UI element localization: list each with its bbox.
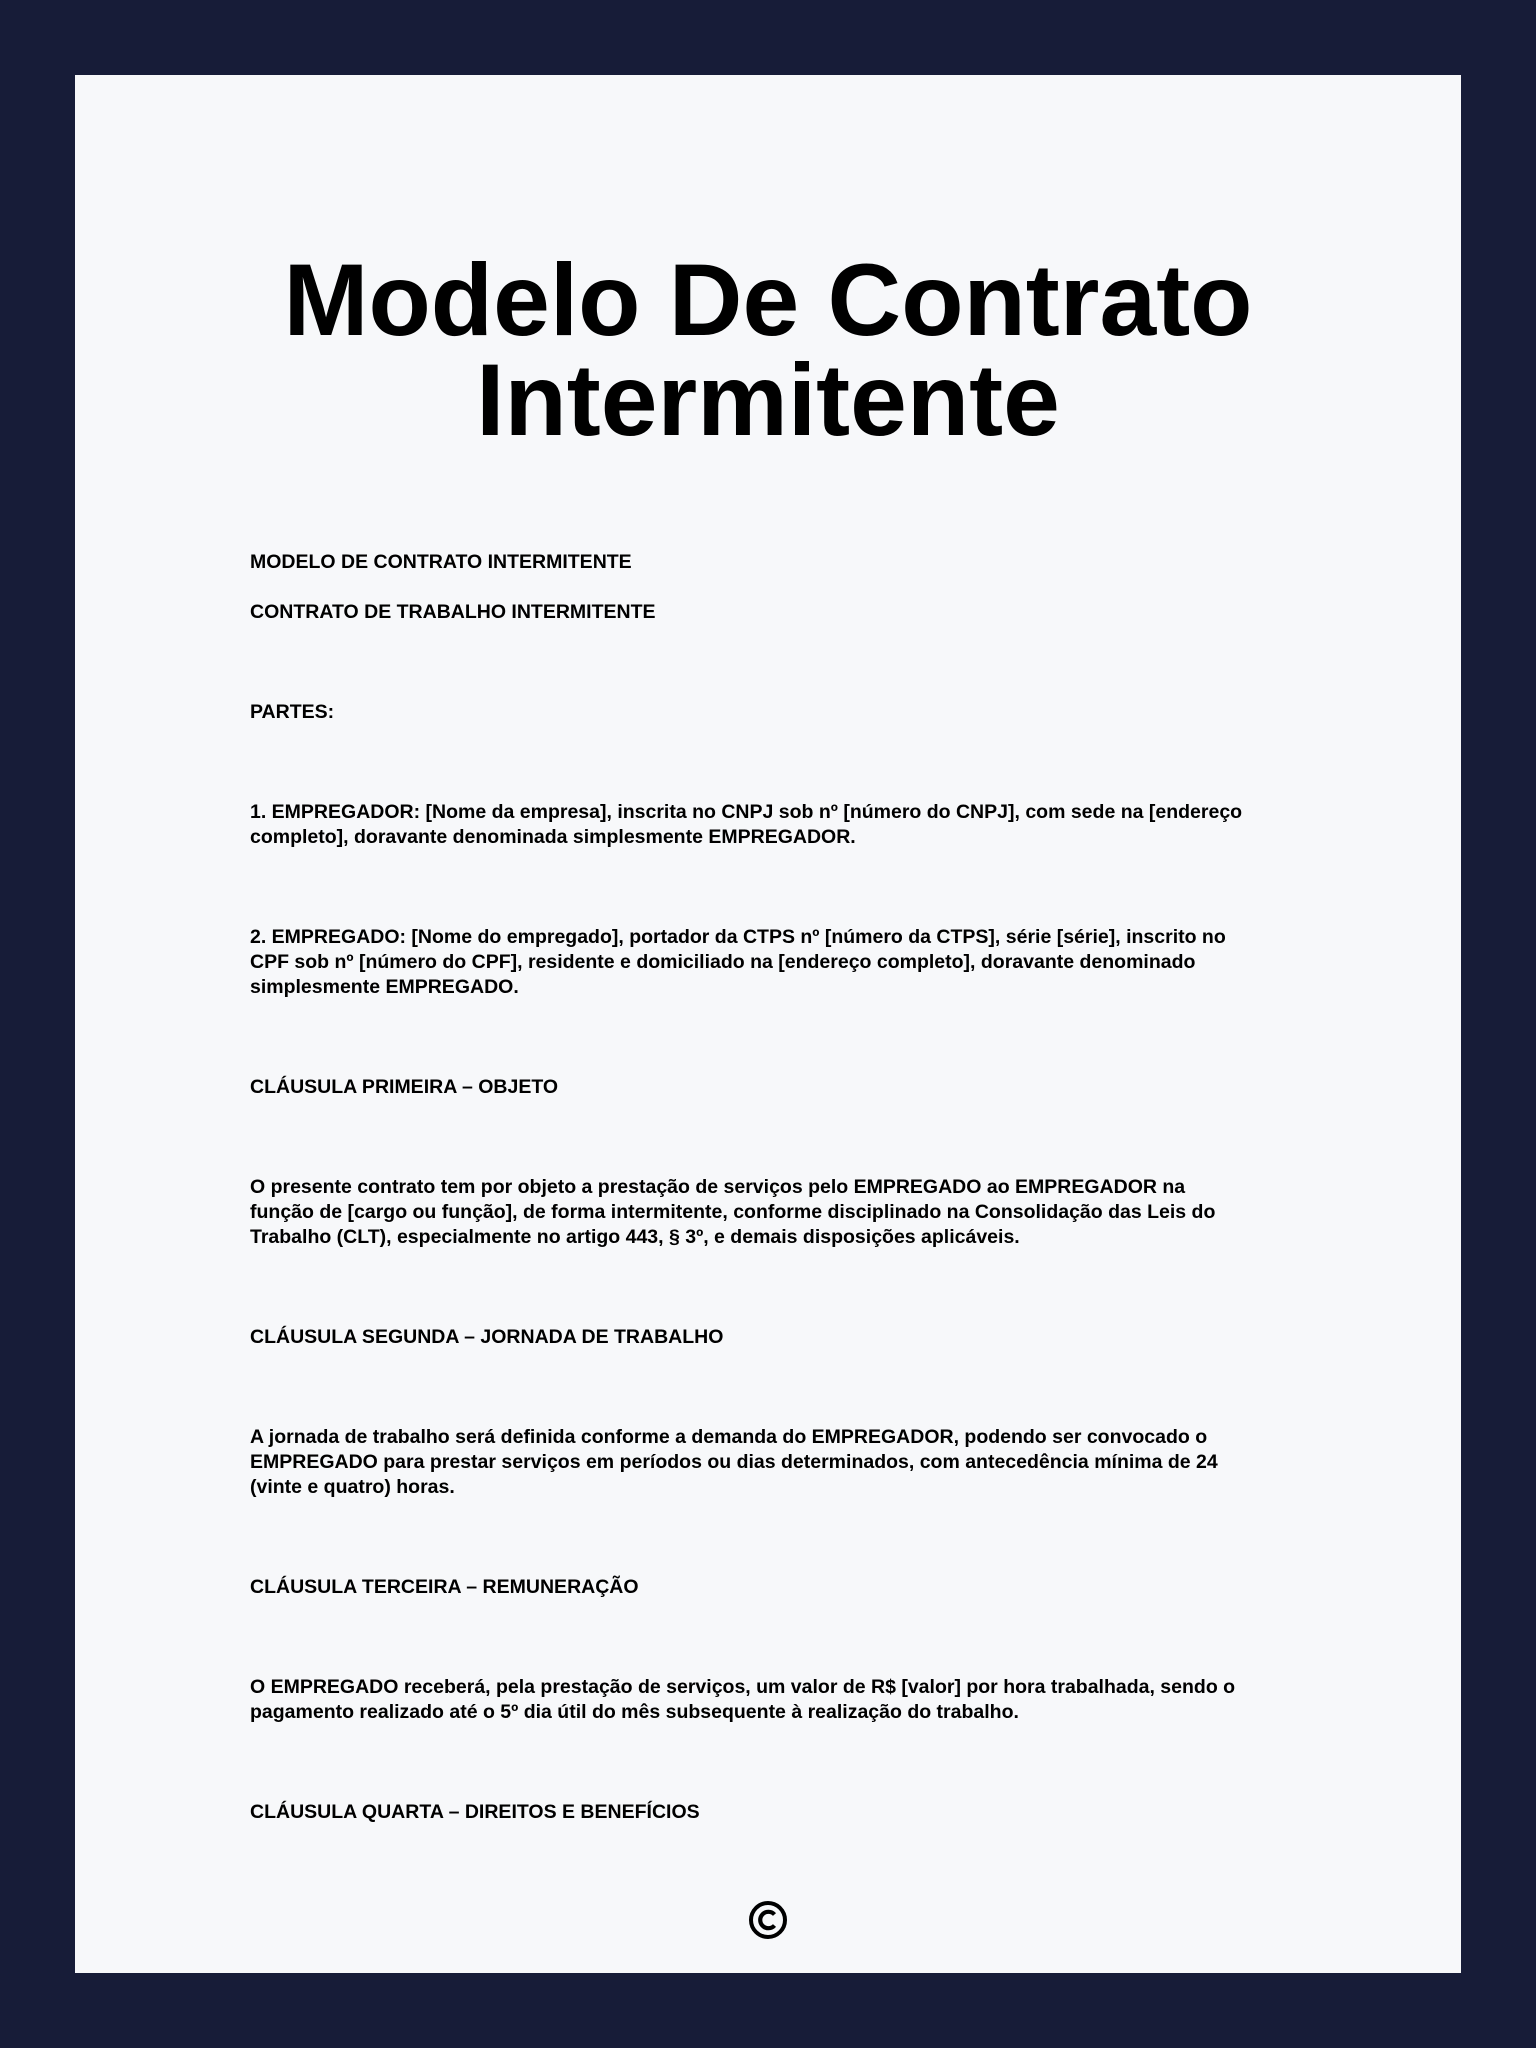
document-page xyxy=(75,75,1461,1973)
clause-2-paragraph xyxy=(250,1425,1350,1500)
copyright-icon xyxy=(748,1900,788,1940)
document-title xyxy=(75,243,1461,457)
title-line-2: Intermitente xyxy=(476,343,1060,457)
paragraph-line: O EMPREGADO receberá, pela prestação de serviços, um valor de R$ [valor] por hora trabalhada, sendo o xyxy=(250,1676,1236,1698)
clause-4-title: CLÁUSULA QUARTA – DIREITOS E BENEFÍCIOS xyxy=(250,1801,700,1823)
paragraph-line: CPF sob nº [número do CPF], residente e domiciliado na [endereço completo], doravante denominado xyxy=(250,951,1196,973)
clause-3-title: CLÁUSULA TERCEIRA – REMUNERAÇÃO xyxy=(250,1576,639,1598)
clause-2-title: CLÁUSULA SEGUNDA – JORNADA DE TRABALHO xyxy=(250,1326,724,1348)
paragraph-line: Trabalho (CLT), especialmente no artigo 443, § 3º, e demais disposições aplicáveis. xyxy=(250,1226,1020,1248)
paragraph-line: A jornada de trabalho será definida conforme a demanda do EMPREGADOR, podendo ser convocado o xyxy=(250,1426,1208,1448)
clause-3-paragraph xyxy=(250,1675,1350,1725)
parties-label: PARTES: xyxy=(250,701,335,723)
paragraph-line: 2. EMPREGADO: [Nome do empregado], portador da CTPS nº [número da CTPS], série [série], inscrito no xyxy=(250,926,1226,948)
copyright-footer xyxy=(75,1900,1461,1945)
paragraph-line: 1. EMPREGADOR: [Nome da empresa], inscrita no CNPJ sob nº [número do CNPJ], com sede na [endereço xyxy=(250,801,1243,823)
paragraph-line: pagamento realizado até o 5º dia útil do mês subsequente à realização do trabalho. xyxy=(250,1701,1019,1723)
clause-1-paragraph xyxy=(250,1175,1350,1250)
paragraph-line: função de [cargo ou função], de forma intermitente, conforme disciplinado na Consolidação das Leis do xyxy=(250,1201,1216,1223)
employer-paragraph xyxy=(250,800,1350,850)
paragraph-line: EMPREGADO para prestar serviços em períodos ou dias determinados, com antecedência mínima de 24 xyxy=(250,1451,1218,1473)
heading-model: MODELO DE CONTRATO INTERMITENTE xyxy=(250,551,632,573)
paragraph-line: (vinte e quatro) horas. xyxy=(250,1476,455,1498)
paragraph-line: completo], doravante denominada simplesmente EMPREGADOR. xyxy=(250,826,856,848)
employee-paragraph xyxy=(250,925,1350,1000)
clause-1-title: CLÁUSULA PRIMEIRA – OBJETO xyxy=(250,1076,559,1098)
paragraph-line: O presente contrato tem por objeto a prestação de serviços pelo EMPREGADO ao EMPREGADOR na xyxy=(250,1176,1186,1198)
heading-contract: CONTRATO DE TRABALHO INTERMITENTE xyxy=(250,601,656,623)
title-line-1: Modelo De Contrato xyxy=(283,243,1253,357)
paragraph-line: simplesmente EMPREGADO. xyxy=(250,976,519,998)
